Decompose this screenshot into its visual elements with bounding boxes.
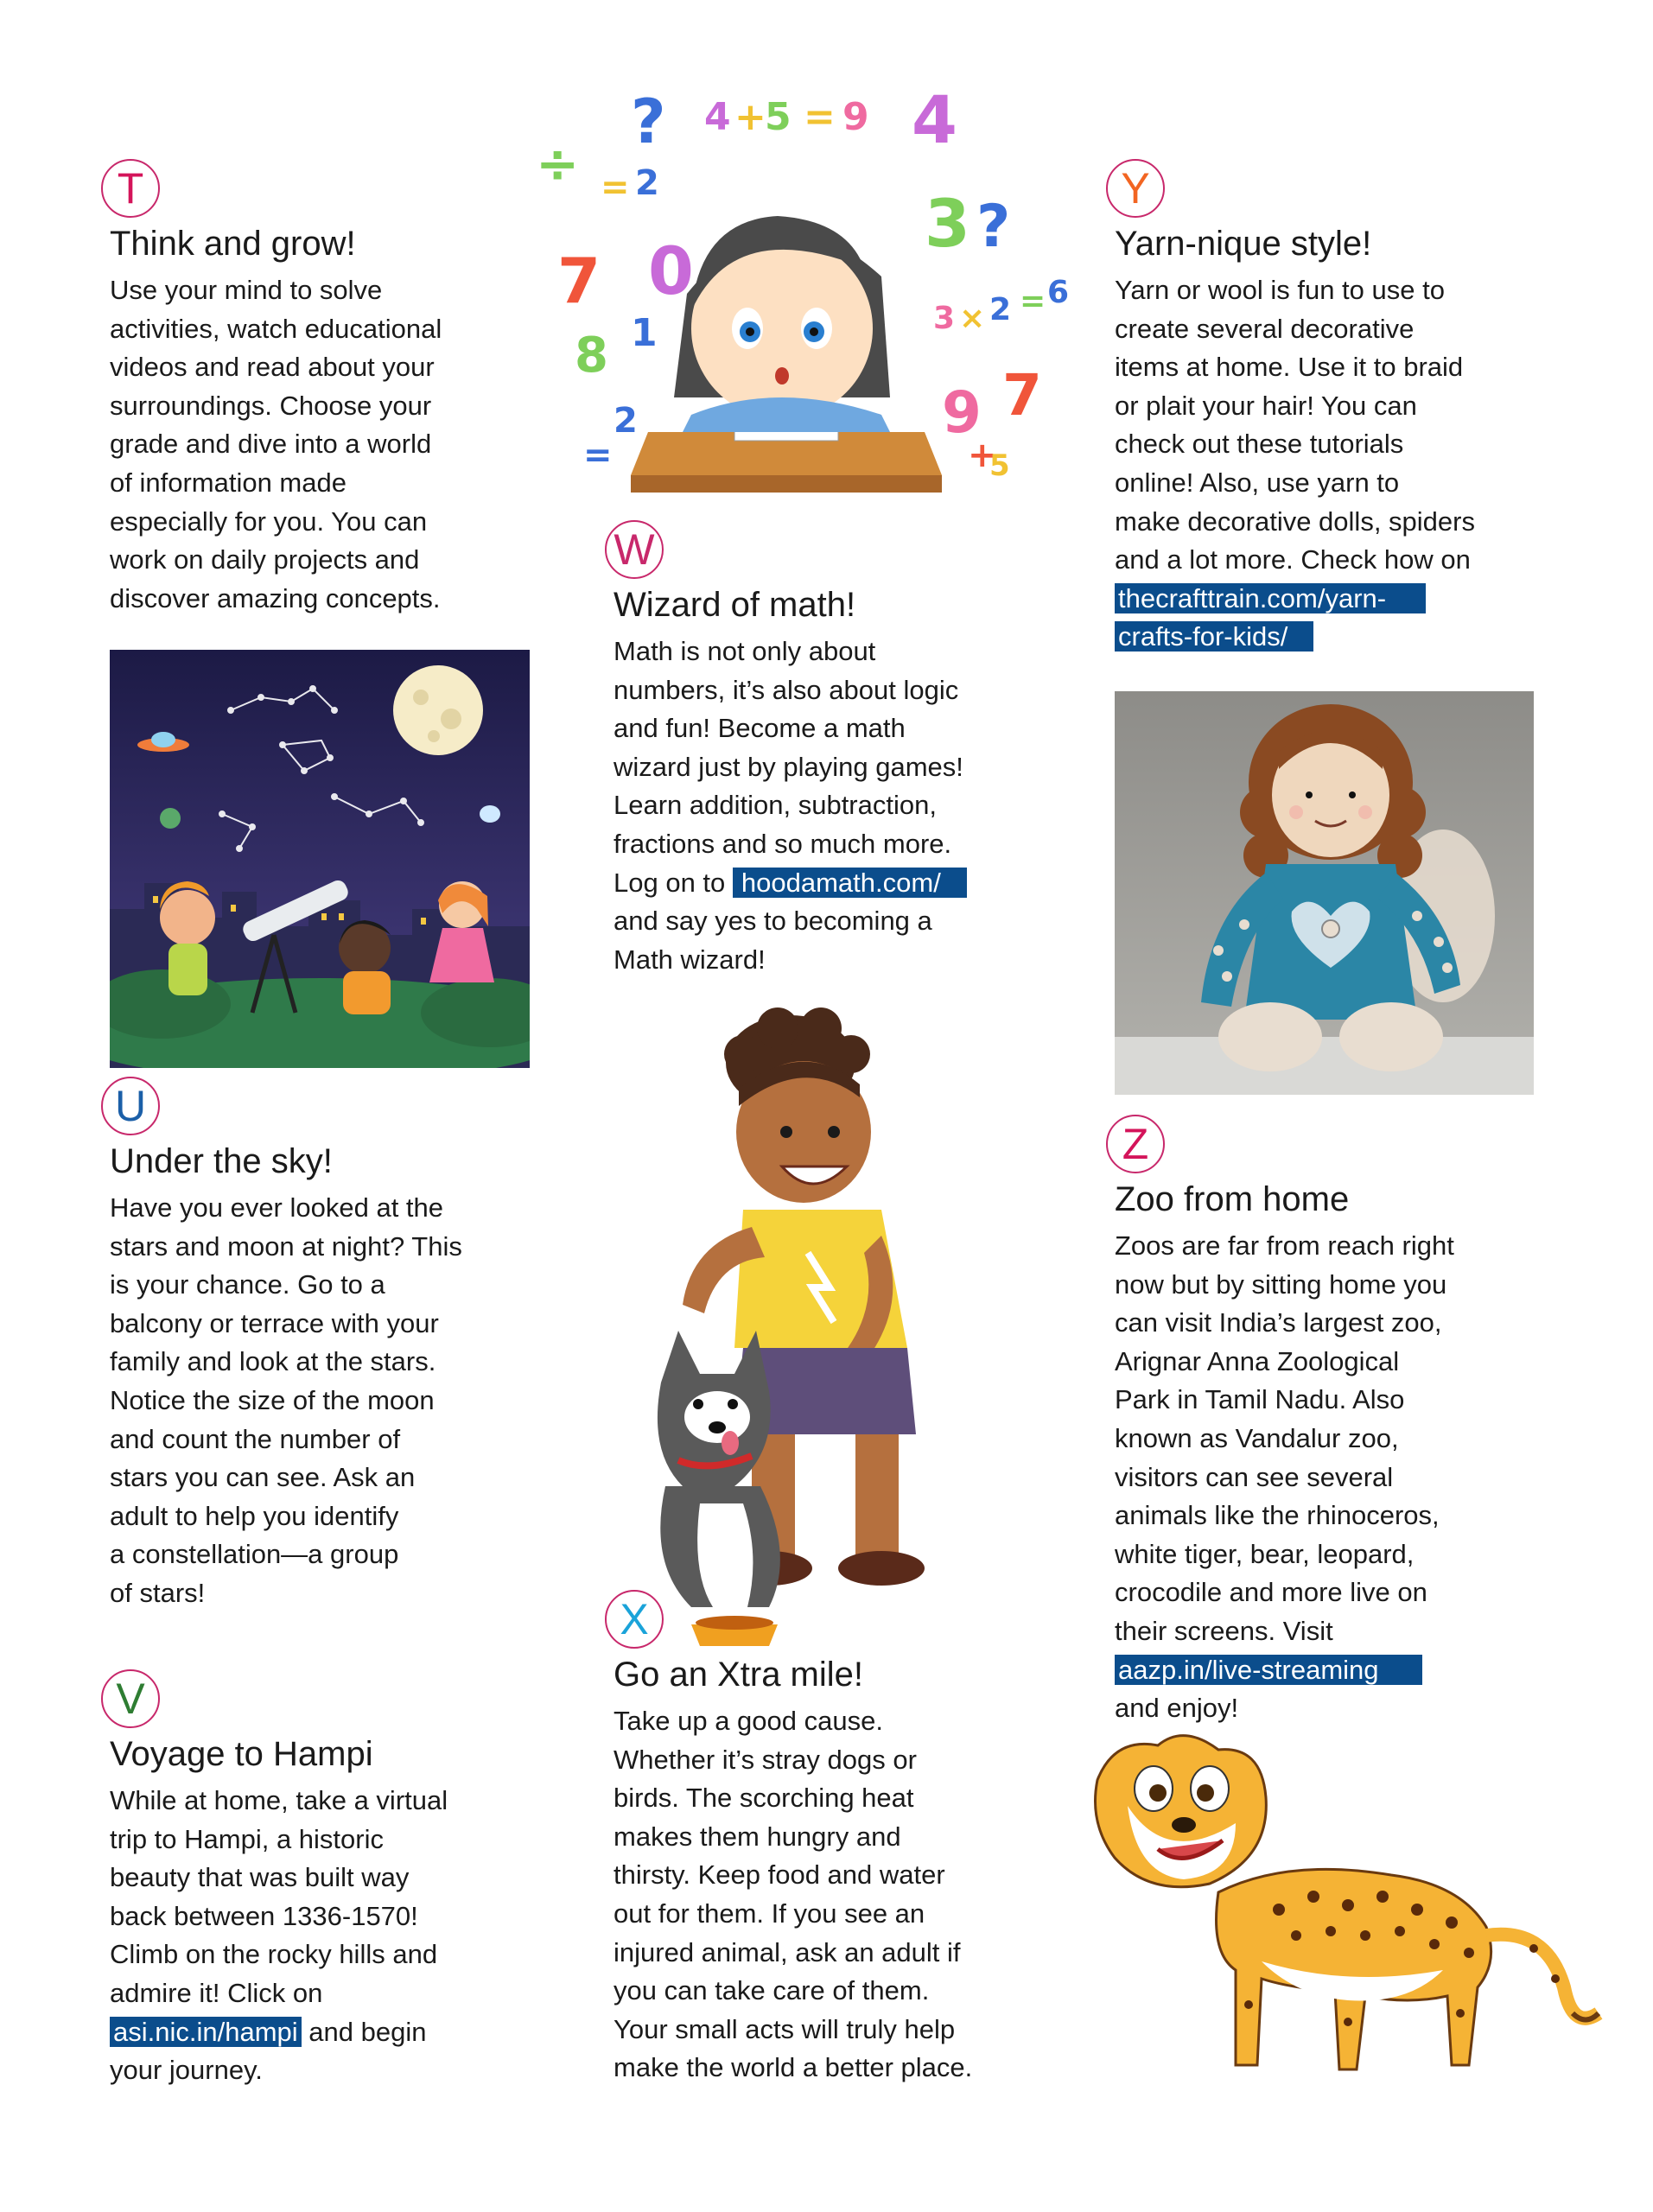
section-title: Under the sky!: [110, 1142, 333, 1180]
math-glyph: =: [601, 168, 630, 207]
body-line: back between 1336-1570!: [110, 1900, 418, 1931]
section-title: Think and grow!: [110, 225, 356, 263]
math-glyph: 7: [557, 245, 601, 317]
body-line: [1115, 580, 1475, 619]
body-line: crocodile and more live on: [1115, 1577, 1427, 1608]
body-line: Park in Tamil Nadu. Also: [1115, 1384, 1405, 1415]
body-line: known as Vandalur zoo,: [1115, 1422, 1399, 1453]
cheetah-illustration: [1063, 1728, 1607, 2091]
body-text: and begin: [301, 2016, 427, 2047]
math-glyph: =: [583, 435, 613, 475]
math-glyph: =: [804, 95, 836, 139]
body-line: create several decorative: [1115, 313, 1415, 344]
body-line: out for them. If you see an: [614, 1897, 925, 1929]
math-glyph: 8: [575, 327, 608, 384]
crafttrain-link-continued[interactable]: crafts-for-kids/: [1115, 621, 1313, 652]
body-line: [1115, 618, 1475, 657]
body-line: work on daily projects and: [110, 544, 420, 575]
section-title: Go an Xtra mile!: [614, 1656, 864, 1694]
section-body: [110, 1189, 462, 1613]
section-z: [1115, 1115, 1454, 1728]
body-line: visitors can see several: [1115, 1461, 1394, 1492]
body-line: Math is not only about: [614, 636, 876, 666]
math-glyph: ?: [631, 86, 666, 157]
math-glyph: 2: [614, 401, 638, 441]
math-glyph: 5: [765, 95, 792, 139]
math-glyph: ×: [959, 301, 986, 336]
letter-badge-z: Z: [1106, 1115, 1165, 1173]
section-body: [1115, 271, 1475, 657]
body-line: [110, 2013, 448, 2052]
body-line: Zoos are far from reach right: [1115, 1230, 1454, 1261]
body-line: make decorative dolls, spiders: [1115, 505, 1475, 537]
body-line: now but by sitting home you: [1115, 1268, 1447, 1300]
math-glyph: 4: [912, 81, 957, 158]
section-title: Voyage to Hampi: [110, 1735, 373, 1773]
body-line: fractions and so much more.: [614, 828, 952, 859]
body-line: check out these tutorials: [1115, 429, 1404, 460]
math-glyph: 2: [989, 292, 1012, 327]
body-line: items at home. Use it to braid: [1115, 352, 1464, 383]
body-line: a constellation—a group: [110, 1539, 399, 1570]
section-body: [110, 1782, 448, 2090]
body-line: wizard just by playing games!: [614, 751, 963, 782]
section-w: [614, 520, 967, 979]
body-line: Arignar Anna Zoological: [1115, 1345, 1400, 1376]
body-line: Have you ever looked at the: [110, 1192, 444, 1223]
body-line: surroundings. Choose your: [110, 390, 432, 421]
yarn-doll-photo: [1115, 691, 1534, 1095]
math-glyph: 0: [648, 232, 694, 309]
math-glyph: 1: [631, 311, 658, 355]
body-line: Whether it’s stray dogs or: [614, 1744, 917, 1775]
body-line: balcony or terrace with your: [110, 1307, 439, 1338]
body-line: and a lot more. Check how on: [1115, 544, 1471, 575]
body-line: activities, watch educational: [110, 313, 442, 344]
body-line: and enjoy!: [1115, 1693, 1239, 1724]
body-line: videos and read about your: [110, 352, 435, 383]
body-line: Learn addition, subtraction,: [614, 790, 937, 821]
section-title: Wizard of math!: [614, 586, 856, 624]
body-line: online! Also, use yarn to: [1115, 467, 1400, 498]
boy-with-dog-illustration: [631, 1002, 1011, 1659]
body-line: can visit India’s largest zoo,: [1115, 1307, 1442, 1338]
body-line: [1115, 1651, 1454, 1690]
body-line: or plait your hair! You can: [1115, 390, 1417, 421]
body-line: Climb on the rocky hills and: [110, 1939, 438, 1970]
body-line: Take up a good cause.: [614, 1706, 883, 1736]
body-line: you can take care of them.: [614, 1975, 930, 2006]
math-glyph: 9: [942, 379, 982, 446]
math-glyph: 2: [635, 163, 659, 203]
math-glyph: ?: [976, 193, 1011, 261]
body-line: Yarn or wool is fun to use to: [1115, 275, 1445, 305]
body-line: white tiger, bear, leopard,: [1115, 1538, 1415, 1569]
letter-badge-x: X: [605, 1590, 664, 1649]
letter-badge-y: Y: [1106, 159, 1165, 218]
hoodamath-link[interactable]: hoodamath.com/: [733, 868, 967, 898]
body-line: Math wizard!: [614, 944, 766, 975]
body-line: makes them hungry and: [614, 1821, 901, 1852]
section-body: [1115, 1227, 1454, 1728]
body-line: of stars!: [110, 1577, 206, 1608]
zoo-live-link[interactable]: aazp.in/live-streaming: [1115, 1655, 1422, 1685]
math-glyph: 9: [842, 95, 869, 139]
body-line: Use your mind to solve: [110, 275, 383, 305]
crafttrain-link[interactable]: thecrafttrain.com/yarn-: [1115, 583, 1426, 613]
math-glyph: 4: [704, 95, 731, 139]
letter-badge-w: W: [605, 520, 664, 579]
body-text: Log on to: [614, 867, 733, 898]
body-line: your journey.: [110, 2055, 263, 2086]
body-line: stars you can see. Ask an: [110, 1462, 416, 1493]
body-line: birds. The scorching heat: [614, 1783, 914, 1814]
body-line: and say yes to becoming a: [614, 906, 932, 937]
section-body: [614, 1702, 972, 2088]
letter-badge-t: T: [101, 159, 160, 218]
math-glyph: +: [734, 95, 766, 139]
body-line: numbers, it’s also about logic: [614, 674, 959, 705]
body-line: family and look at the stars.: [110, 1346, 436, 1377]
math-glyph: +: [968, 435, 997, 475]
body-line: beauty that was built way: [110, 1862, 410, 1893]
math-glyph: 3: [925, 185, 970, 262]
body-line: and fun! Become a math: [614, 713, 906, 744]
body-line: stars and moon at night? This: [110, 1230, 462, 1262]
section-title: Yarn-nique style!: [1115, 225, 1372, 263]
body-line: Your small acts will truly help: [614, 2013, 956, 2044]
section-body: [614, 632, 967, 979]
body-line: trip to Hampi, a historic: [110, 1823, 384, 1854]
math-glyph: =: [1020, 283, 1046, 319]
body-line: admire it! Click on: [110, 1977, 323, 2008]
letter-badge-v: V: [101, 1669, 160, 1728]
math-glyph: 3: [933, 301, 956, 336]
body-line: grade and dive into a world: [110, 429, 432, 460]
body-line: and count the number of: [110, 1423, 401, 1454]
math-glyph: ÷: [536, 134, 580, 194]
body-line: discover amazing concepts.: [110, 582, 441, 613]
math-glyph: 6: [1047, 275, 1070, 310]
section-v: [110, 1669, 448, 2090]
body-line: adult to help you identify: [110, 1500, 399, 1531]
math-girl-illustration: [518, 69, 1089, 518]
section-x: [614, 1590, 972, 2088]
body-line: of information made: [110, 467, 346, 498]
body-line: [614, 864, 967, 903]
section-body: [110, 271, 442, 618]
body-line: their screens. Visit: [1115, 1615, 1333, 1646]
body-line: make the world a better place.: [614, 2052, 973, 2083]
section-t: [110, 159, 442, 618]
night-sky-illustration: [110, 650, 530, 1068]
body-line: Notice the size of the moon: [110, 1384, 435, 1415]
letter-badge-u: U: [101, 1077, 160, 1135]
body-line: animals like the rhinoceros,: [1115, 1500, 1440, 1531]
math-glyph: 7: [1002, 362, 1042, 429]
section-title: Zoo from home: [1115, 1180, 1350, 1218]
body-line: While at home, take a virtual: [110, 1785, 448, 1815]
body-line: is your chance. Go to a: [110, 1269, 385, 1300]
hampi-link[interactable]: asi.nic.in/hampi: [110, 2017, 302, 2047]
section-u: [110, 1077, 462, 1613]
body-line: injured animal, ask an adult if: [614, 1936, 961, 1967]
math-glyph: 5: [989, 448, 1010, 483]
body-line: especially for you. You can: [110, 505, 428, 537]
section-y: [1115, 159, 1475, 657]
body-line: thirsty. Keep food and water: [614, 1859, 945, 1891]
